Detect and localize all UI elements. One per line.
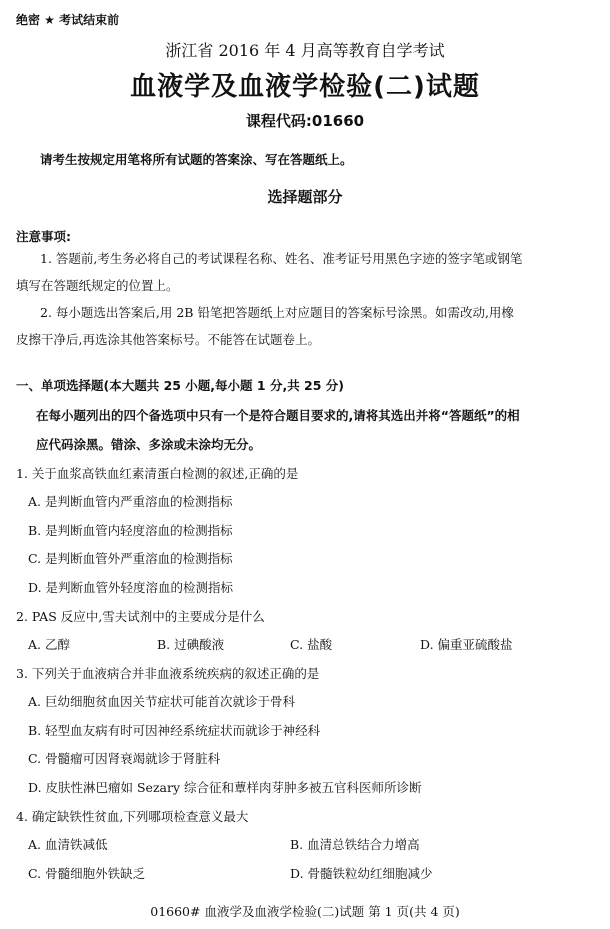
- question-4-option-d: D. 骨髓铁粒幼红细胞减少: [290, 866, 433, 881]
- question-3-option-d: D. 皮肤性淋巴瘤如 Sezary 综合征和蕈样肉芽肿多被五官科医师所诊断: [28, 780, 422, 795]
- attention-item-1-line-1: 1. 答题前,考生务必将自己的考试课程名称、姓名、准考证号用黑色字迹的签字笔或钢笔: [40, 251, 523, 266]
- section-heading: 一、单项选择题(本大题共 25 小题,每小题 1 分,共 25 分): [16, 378, 345, 393]
- page-footer: 01660# 血液学及血液学检验(二)试题 第 1 页(共 4 页): [150, 904, 460, 919]
- question-1-stem: 1. 关于血浆高铁血红素清蛋白检测的叙述,正确的是: [16, 466, 299, 481]
- secret-label: 绝密 ★ 考试结束前: [16, 13, 120, 27]
- question-4-stem: 4. 确定缺铁性贫血,下列哪项检查意义最大: [16, 809, 249, 824]
- attention-item-2-line-2: 皮擦干净后,再选涂其他答案标号。不能答在试题卷上。: [16, 332, 320, 347]
- attention-item-1-line-2: 填写在答题纸规定的位置上。: [16, 278, 179, 293]
- question-1-option-a: A. 是判断血管内严重溶血的检测指标: [28, 494, 233, 509]
- question-4-option-a: A. 血清铁减低: [28, 837, 108, 852]
- question-1-option-b: B. 是判断血管内轻度溶血的检测指标: [28, 523, 233, 538]
- attention-heading: 注意事项:: [16, 229, 71, 244]
- answer-notice: 请考生按规定用笔将所有试题的答案涂、写在答题纸上。: [40, 152, 353, 167]
- question-1-option-d: D. 是判断血管外轻度溶血的检测指标: [28, 580, 234, 595]
- exam-session-line: 浙江省 2016 年 4 月高等教育自学考试: [165, 41, 445, 60]
- question-4-option-b: B. 血清总铁结合力增高: [290, 837, 420, 852]
- section-instruction-line-2: 应代码涂黑。错涂、多涂或未涂均无分。: [36, 437, 262, 452]
- question-2-stem: 2. PAS 反应中,雪夫试剂中的主要成分是什么: [16, 609, 265, 624]
- question-2-option-a: A. 乙醇: [28, 637, 70, 652]
- attention-item-2-line-1: 2. 每小题选出答案后,用 2B 铅笔把答题纸上对应题目的答案标号涂黑。如需改动,用橡: [40, 305, 514, 320]
- exam-title: 血液学及血液学检验(二)试题: [130, 72, 480, 102]
- question-3-option-c: C. 骨髓瘤可因肾衰竭就诊于肾脏科: [28, 751, 221, 766]
- question-1-option-c: C. 是判断血管外严重溶血的检测指标: [28, 551, 233, 566]
- question-2-option-b: B. 过碘酸液: [157, 637, 225, 652]
- question-3-option-b: B. 轻型血友病有时可因神经系统症状而就诊于神经科: [28, 723, 321, 738]
- part-title: 选择题部分: [267, 188, 343, 206]
- question-3-option-a: A. 巨幼细胞贫血因关节症状可能首次就诊于骨科: [28, 694, 295, 709]
- course-code: 课程代码:01660: [245, 112, 365, 130]
- question-4-option-c: C. 骨髓细胞外铁缺乏: [28, 866, 146, 881]
- question-2-option-d: D. 偏重亚硫酸盐: [420, 637, 513, 652]
- section-instruction-line-1: 在每小题列出的四个备选项中只有一个是符合题目要求的,请将其选出并将“答题纸”的相: [36, 408, 520, 423]
- question-3-stem: 3. 下列关于血液病合并非血液系统疾病的叙述正确的是: [16, 666, 320, 681]
- question-2-option-c: C. 盐酸: [290, 637, 333, 652]
